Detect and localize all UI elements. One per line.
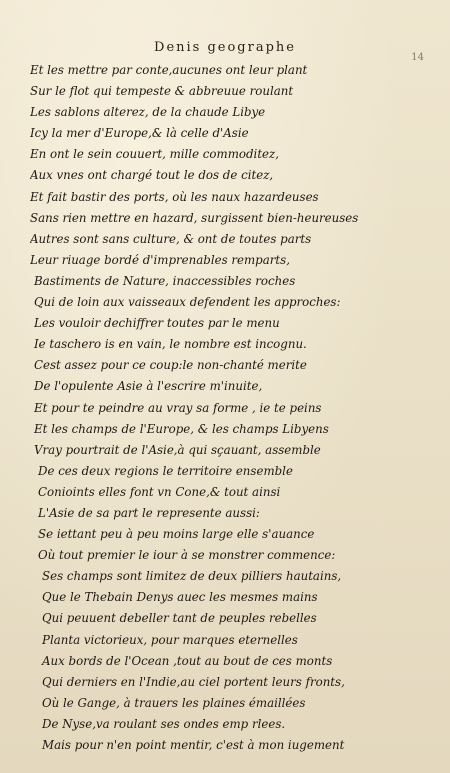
verse-line: Conioints elles font vn Cone,& tout ainsi bbox=[38, 484, 281, 499]
verse-line: Et les champs de l'Europe, & les champs Libyens bbox=[34, 421, 329, 436]
verse-line: De ces deux regions le territoire ensemble bbox=[38, 463, 293, 478]
verse-line: Où le Gange, à trauers les plaines émaillées bbox=[42, 695, 306, 710]
verse-line: Aux vnes ont chargé tout le dos de citez, bbox=[30, 168, 274, 183]
verse-line: Où tout premier le iour à se monstrer commence: bbox=[38, 548, 336, 563]
verse-block bbox=[30, 60, 435, 756]
verse-line: Sans rien mettre en hazard, surgissent bien-heureuses bbox=[30, 210, 359, 225]
verse-line: Sur le flot qui tempeste & abbreuue roulant bbox=[30, 84, 294, 99]
verse-line: Qui derniers en l'Indie,au ciel portent leurs fronts, bbox=[42, 674, 345, 689]
verse-line: L'Asie de sa part le represente aussi: bbox=[38, 505, 260, 520]
verse-line: Mais pour n'en point mentir, c'est à mon iugement bbox=[42, 738, 345, 752]
verse-line: Les vouloir dechiffrer toutes par le menu bbox=[34, 316, 280, 331]
verse-line: Et pour te peindre au vray sa forme , ie te peins bbox=[34, 400, 322, 415]
verse-line: Autres sont sans culture, & ont de toutes parts bbox=[30, 231, 312, 246]
running-title: Denis geographe bbox=[154, 40, 296, 55]
verse-line: Vray pourtrait de l'Asie,à qui sçauant, assemble bbox=[34, 442, 321, 457]
verse-line: Planta victorieux, pour marques eternelles bbox=[42, 632, 298, 647]
verse-line: De Nyse,va roulant ses ondes emp rlees. bbox=[42, 716, 286, 731]
verse-line: Ie taschero is en vain, le nombre est incognu. bbox=[34, 337, 307, 352]
verse-line: De l'opulente Asie à l'escrire m'inuite, bbox=[34, 379, 263, 394]
verse-line: Et fait bastir des ports, où les naux hazardeuses bbox=[30, 189, 319, 204]
verse-line: Les sablons alterez, de la chaude Libye bbox=[30, 105, 266, 120]
verse-line: Icy la mer d'Europe,& là celle d'Asie bbox=[30, 126, 249, 141]
verse-line: Bastiments de Nature, inaccessibles roches bbox=[34, 273, 296, 288]
verse-line: Qui de loin aux vaisseaux defendent les approches: bbox=[34, 295, 341, 310]
verse-line: Se iettant peu à peu moins large elle s'auance bbox=[38, 527, 315, 542]
verse-line: Aux bords de l'Ocean ,tout au bout de ces monts bbox=[42, 653, 333, 668]
verse-line: Leur riuage bordé d'imprenables remparts, bbox=[30, 252, 290, 267]
verse-line: Ses champs sont limitez de deux pilliers hautains, bbox=[42, 569, 342, 584]
page-marker: 14 bbox=[411, 52, 424, 63]
verse-line: Que le Thebain Denys auec les mesmes mains bbox=[42, 590, 318, 605]
verse-line: Cest assez pour ce coup:le non-chanté merite bbox=[34, 358, 307, 373]
verse-line: Qui peuuent debeller tant de peuples rebelles bbox=[42, 611, 317, 626]
verse-line: En ont le sein couuert, mille commoditez, bbox=[30, 147, 280, 162]
verse-line: Et les mettre par conte,aucunes ont leur plant bbox=[30, 63, 308, 77]
